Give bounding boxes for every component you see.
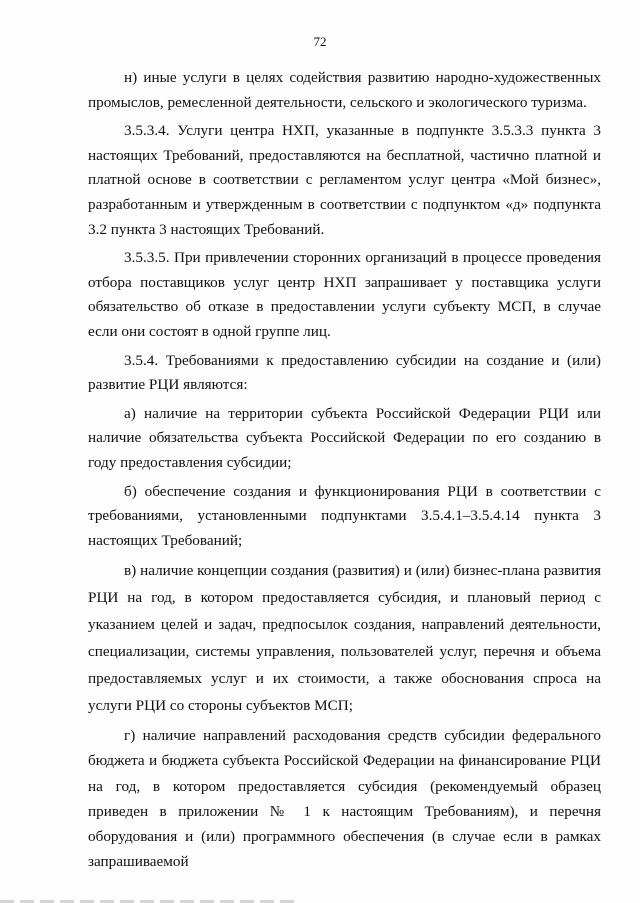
paragraph-3-5-3-4: 3.5.3.4. Услуги центра НХП, указанные в подпункте 3.5.3.3 пункта 3 настоящих Требований, предоставляются на бесплатной, частично платной и платной основе в соответствии с регламентом услуг центра «Мой бизнес», разработанным и утвержденным в соответствии с подпунктом «д» подпункта 3.2 пункта 3 настоящих Требований. xyxy=(88,122,601,238)
paragraph-item-g: г) наличие направлений расходования средств субсидии федерального бюджета и бюджета субъекта Российской Федерации на финансирование РЦИ на год, в котором предоставляется субсидия (рекомендуемый образец приведен в приложении № 1 к настоящим Требованиям), и перечня оборудования и (или) программного обеспечения (в случае если в рамках запрашиваемой xyxy=(88,727,601,871)
paragraph-3-5-4: 3.5.4. Требованиями к предоставлению субсидии на создание и (или) развитие РЦИ являются: xyxy=(88,351,601,394)
paragraph-item-v: в) наличие концепции создания (развития) и (или) бизнес-плана развития РЦИ на год, в котором предоставляется субсидия, и плановый период с указанием целей и задач, предпосылок создания, направлений деятельности, специализации, системы управления, пользователей услуг, перечня и объема предоставляемых услуг и их стоимости, а также обоснования спроса на услуги РЦИ со стороны субъектов МСП; xyxy=(88,562,601,715)
paragraph-3-5-3-5: 3.5.3.5. При привлечении сторонних организаций в процессе проведения отбора поставщиков услуг центр НХП запрашивает у поставщика услуги обязательство об отказе в предоставлении услуги субъекту МСП, в случае если они состоят в одной группе лиц. xyxy=(88,249,601,340)
paragraph-item-n: н) иные услуги в целях содействия развитию народно-художественных промыслов, ремесленной деятельности, сельского и экологического туризма. xyxy=(88,69,601,111)
paragraph-item-b: б) обеспечение создания и функционирования РЦИ в соответствии с требованиями, установленными подпунктами 3.5.4.1–3.5.4.14 пункта 3 настоящих Требований; xyxy=(88,482,601,549)
page-number: 72 xyxy=(313,34,327,49)
document-body xyxy=(88,66,601,879)
paragraph-item-a: а) наличие на территории субъекта Российской Федерации РЦИ или наличие обязательства субъекта Российской Федерации по его созданию в году предоставления субсидии; xyxy=(88,404,601,471)
